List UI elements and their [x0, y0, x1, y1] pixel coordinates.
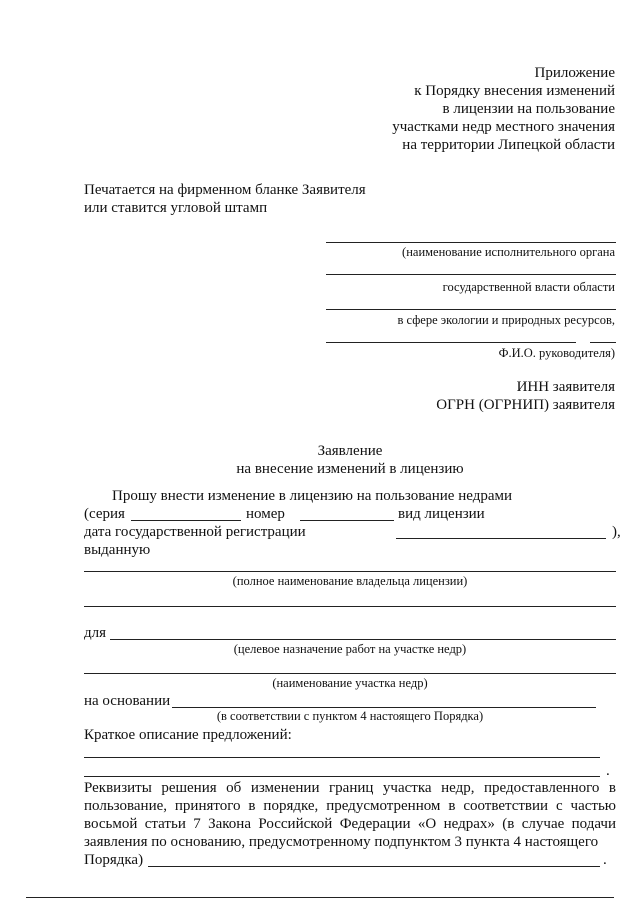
license-type-label: вид лицензии — [398, 506, 485, 522]
number-label: номер — [246, 506, 285, 522]
brief-period: . — [606, 763, 610, 779]
document-title: Заявление — [317, 443, 383, 459]
inn-label: ИНН заявителя — [516, 379, 615, 395]
owner-field — [84, 571, 616, 572]
basis-field — [172, 707, 596, 708]
number-field — [300, 520, 394, 521]
blank-line — [326, 309, 616, 310]
close-paren: ), — [612, 524, 621, 540]
series-field — [131, 520, 241, 521]
end-period: . — [603, 852, 607, 868]
brief-field — [84, 776, 600, 777]
basis-label: на основании — [84, 693, 171, 709]
for-label: для — [84, 625, 107, 641]
letterhead-note: Печатается на фирменном бланке Заявителя — [84, 182, 366, 198]
addressee-caption: государственной власти области — [442, 280, 615, 294]
issued-label: выданную — [84, 542, 151, 558]
appendix-line: в лицензии на пользование — [442, 101, 615, 117]
appendix-line: на территории Липецкой области — [402, 137, 615, 153]
basis-caption: (в соответствии с пунктом 4 настоящего Порядка) — [216, 709, 484, 723]
series-label: (серия — [84, 506, 125, 522]
addressee-caption: (наименование исполнительного органа — [402, 245, 615, 259]
reg-date-label: дата государственной регистрации — [84, 524, 306, 540]
appendix-title: Приложение — [534, 65, 615, 81]
requisites-end: Порядка) — [84, 852, 144, 868]
blank-line — [326, 342, 576, 343]
addressee-caption: Ф.И.О. руководителя) — [498, 346, 615, 360]
blank-line — [326, 242, 616, 243]
brief-field — [84, 757, 600, 758]
ogrn-label: ОГРН (ОГРНИП) заявителя — [436, 397, 615, 413]
requisites-field — [148, 866, 600, 867]
document-subtitle: на внесение изменений в лицензию — [236, 461, 464, 477]
owner-caption: (полное наименование владельца лицензии) — [232, 574, 468, 588]
request-text: Прошу внести изменение в лицензию на пользование недрами — [112, 488, 512, 504]
appendix-line: участками недр местного значения — [392, 119, 615, 135]
blank-line — [590, 342, 616, 343]
area-field — [84, 673, 616, 674]
owner-field — [84, 606, 616, 607]
letterhead-note: или ставится угловой штамп — [84, 200, 268, 216]
reg-date-field — [396, 538, 606, 539]
requisites-text: Реквизиты решения об изменении границ участка недр, предоставленного в пользование, принятого в порядке, предусмотренном в соответствии с частью восьмой статьи 7 Закона Российской Федерации «О недрах» (в случае подачи заявления по основанию, предусмотренному подпунктом 3 пункта 4 настоящего — [84, 780, 616, 850]
page-bottom-rule — [26, 897, 614, 898]
area-caption: (наименование участка недр) — [272, 676, 428, 690]
brief-label: Краткое описание предложений: — [84, 727, 292, 743]
addressee-caption: в сфере экологии и природных ресурсов, — [397, 313, 615, 327]
blank-line — [326, 274, 616, 275]
purpose-field — [110, 639, 616, 640]
appendix-line: к Порядку внесения изменений — [414, 83, 615, 99]
purpose-caption: (целевое назначение работ на участке недр) — [233, 642, 467, 656]
